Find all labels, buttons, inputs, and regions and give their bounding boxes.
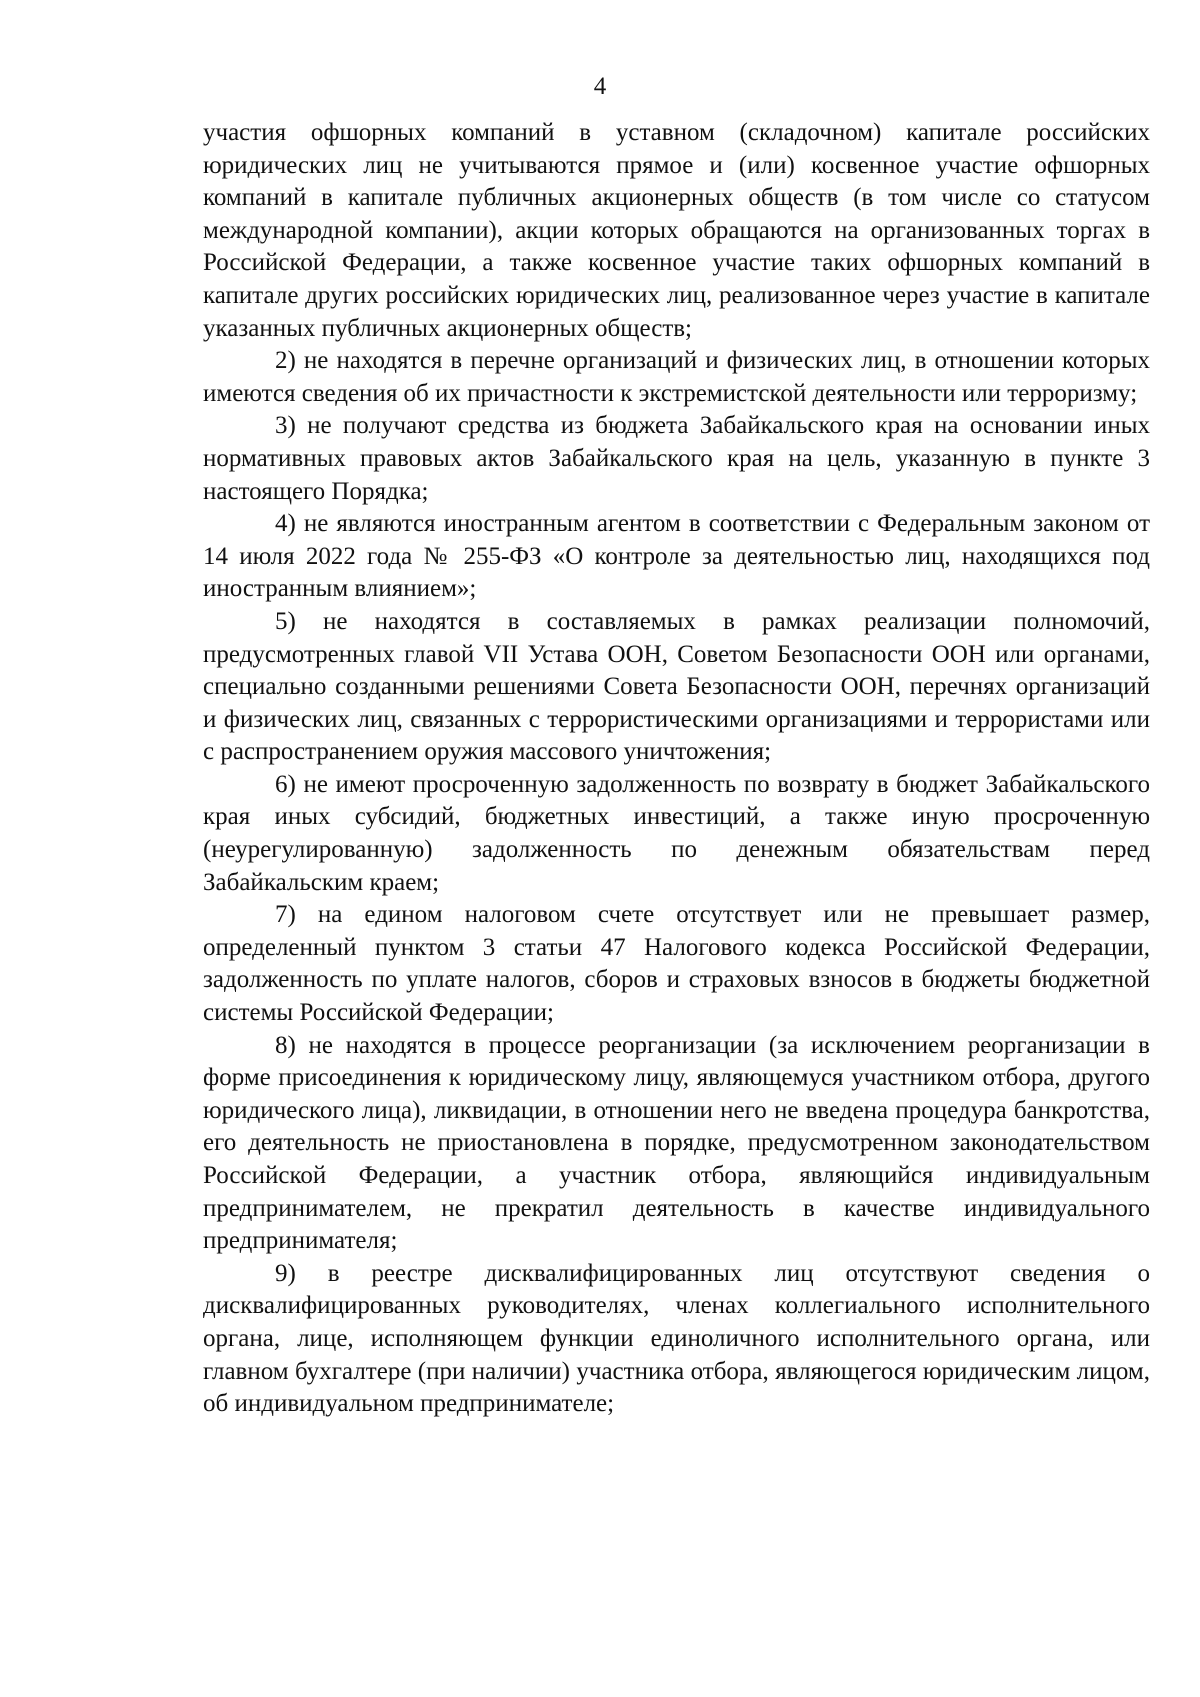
paragraph-continuation: участия офшорных компаний в уставном (складочном) капитале российских юридических лиц не учитываются прямое и (или) косвенное участие офшорных компаний в капитале публичных акционерных обществ (в том числе со статусом международной компании), акции которых обращаются на организованных торгах в Российской Федерации, а также косвенное участие таких офшорных компаний в капитале других российских юридических лиц, реализованное через участие в капитале указанных публичных акционерных обществ; [203,119,1150,342]
paragraph-item-9: 9) в реестре дисквалифицированных лиц отсутствуют сведения о дисквалифицированных руководителях, членах коллегиального исполнительного органа, лице, исполняющем функции единоличного исполнительного органа, или главном бухгалтере (при наличии) участника отбора, являющегося юридическим лицом, об индивидуальном предпринимателе; [203,1259,1150,1418]
document-body [203,117,1150,1421]
paragraph-item-8: 8) не находятся в процессе реорганизации (за исключением реорганизации в форме присоединения к юридическому лицу, являющемуся участником отбора, другого юридического лица), ликвидации, в отношении него не введена процедура банкротства, его деятельность не приостановлена в порядке, предусмотренном законодательством Российской Федерации, а участник отбора, являющийся индивидуальным предпринимателем, не прекратил деятельность в качестве индивидуального предпринимателя; [203,1031,1150,1255]
page-number: 4 [593,73,607,100]
paragraph-item-3: 3) не получают средства из бюджета Забайкальского края на основании иных нормативных правовых актов Забайкальского края на цель, указанную в пункте 3 настоящего Порядка; [203,412,1150,505]
paragraph-item-4: 4) не являются иностранным агентом в соответствии с Федеральным законом от 14 июля 2022 года № 255-ФЗ «О контроле за деятельностью лиц, находящихся под иностранным влиянием»; [203,510,1150,603]
paragraph-item-2: 2) не находятся в перечне организаций и физических лиц, в отношении которых имеются сведения об их причастности к экстремистской деятельности или терроризму; [203,347,1150,407]
paragraph-item-5: 5) не находятся в составляемых в рамках реализации полномочий, предусмотренных главой VII Устава ООН, Советом Безопасности ООН или органами, специально созданными решениями Совета Безопасности ООН, перечнях организаций и физических лиц, связанных с террористическими организациями и террористами или с распространением оружия массового уничтожения; [203,607,1150,766]
paragraph-item-7: 7) на едином налоговом счете отсутствует или не превышает размер, определенный пунктом 3 статьи 47 Налогового кодекса Российской Федерации, задолженность по уплате налогов, сборов и страховых взносов в бюджеты бюджетной системы Российской Федерации; [203,901,1150,1027]
paragraph-item-6: 6) не имеют просроченную задолженность по возврату в бюджет Забайкальского края иных субсидий, бюджетных инвестиций, а также иную просроченную (неурегулированную) задолженность по денежным обязательствам перед Забайкальским краем; [203,770,1150,896]
